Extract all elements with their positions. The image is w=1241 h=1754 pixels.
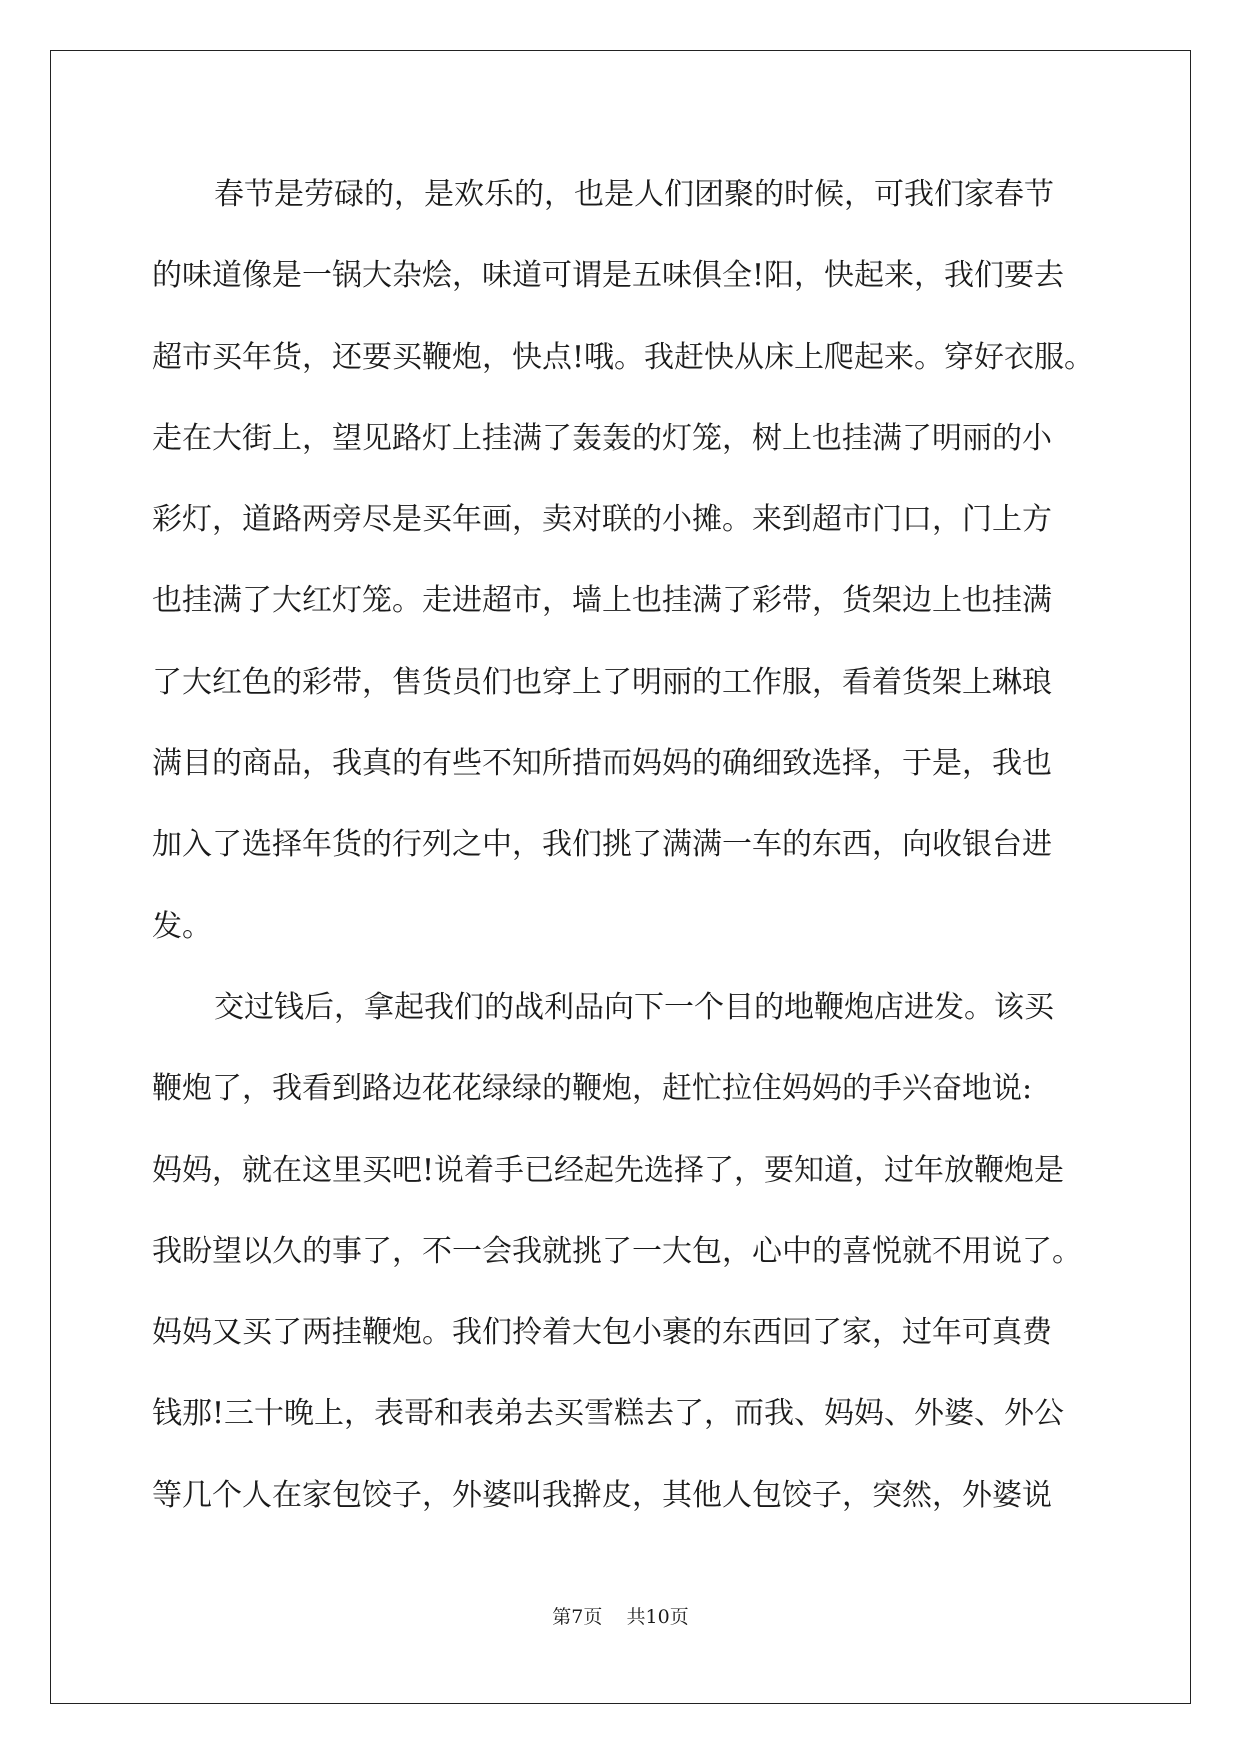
- paragraph-1-line-4: 走在大街上，望见路灯上挂满了轰轰的灯笼，树上也挂满了明丽的小: [152, 420, 1052, 456]
- page-total: 共10页: [626, 1606, 689, 1628]
- footer-separator: [602, 1606, 626, 1628]
- paragraph-1-line-1: 春节是劳碌的，是欢乐的，也是人们团聚的时候，可我们家春节: [214, 177, 1054, 212]
- paragraph-1-line-3: 超市买年货，还要买鞭炮，快点!哦。我赶快从床上爬起来。穿好衣服。: [152, 339, 1095, 375]
- paragraph-2-line-6: 钱那!三十晚上，表哥和表弟去买雪糕去了，而我、妈妈、外婆、外公: [152, 1396, 1065, 1432]
- paragraph-2-line-1: 交过钱后，拿起我们的战利品向下一个目的地鞭炮店进发。该买: [214, 989, 1054, 1025]
- paragraph-2-line-5: 妈妈又买了两挂鞭炮。我们拎着大包小裹的东西回了家，过年可真费: [152, 1315, 1052, 1351]
- paragraph-2-line-2: 鞭炮了，我看到路边花花绿绿的鞭炮，赶忙拉住妈妈的手兴奋地说:: [152, 1071, 1033, 1107]
- paragraph-2-line-4: 我盼望以久的事了，不一会我就挑了一大包，心中的喜悦就不用说了。: [152, 1233, 1082, 1269]
- paragraph-1-line-5: 彩灯，道路两旁尽是买年画，卖对联的小摊。来到超市门口，门上方: [152, 502, 1052, 538]
- paragraph-1-line-10: 发。: [152, 908, 212, 944]
- paragraph-1-line-6: 也挂满了大红灯笼。走进超市，墙上也挂满了彩带，货架边上也挂满: [152, 583, 1052, 619]
- paragraph-1-line-7: 了大红色的彩带，售货员们也穿上了明丽的工作服，看着货架上琳琅: [152, 664, 1052, 700]
- document-body: [152, 160, 1095, 1542]
- paragraph-2-line-7: 等几个人在家包饺子，外婆叫我擀皮，其他人包饺子，突然，外婆说: [152, 1477, 1052, 1513]
- paragraph-1-line-8: 满目的商品，我真的有些不知所措而妈妈的确细致选择，于是，我也: [152, 746, 1052, 782]
- page-number: 第7页: [552, 1606, 603, 1628]
- page-footer: [0, 1602, 1241, 1629]
- paragraph-1-line-9: 加入了选择年货的行列之中，我们挑了满满一车的东西，向收银台进: [152, 827, 1052, 863]
- paragraph-1-line-2: 的味道像是一锅大杂烩，味道可谓是五味俱全!阳，快起来，我们要去: [152, 258, 1065, 294]
- paragraph-2-line-3: 妈妈，就在这里买吧!说着手已经起先选择了，要知道，过年放鞭炮是: [152, 1152, 1065, 1188]
